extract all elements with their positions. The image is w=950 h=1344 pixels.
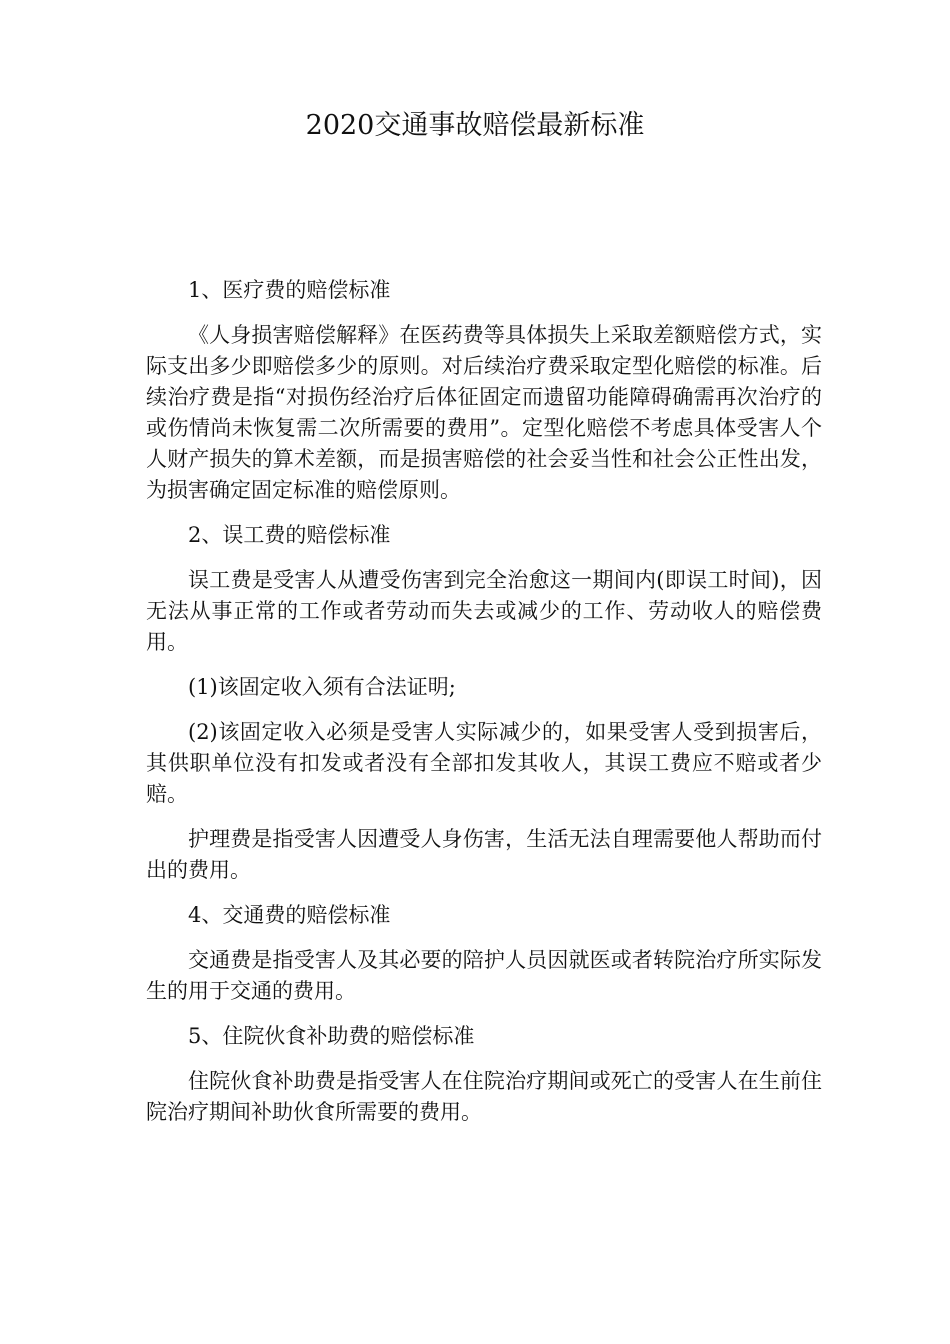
paragraph-medical: 《人身损害赔偿解释》在医药费等具体损失上采取差额赔偿方式，实际支出多少即赔偿多少的原则。对后续治疗费采取定型化赔偿的标准。后续治疗费是指“对损伤经治疗后体征固定而遗留功能障碍确需再次治疗的或伤情尚未恢复需二次所需要的费用”。定型化赔偿不考虑具体受害人个人财产损失的算术差额，而是损害赔偿的社会妥当性和社会公正性出发，为损害确定固定标准的赔偿原则。 [146,323,822,502]
section-heading-lost-wages: 2、误工费的赔偿标准 [188,523,391,547]
paragraph-transport: 交通费是指受害人及其必要的陪护人员因就医或者转院治疗所实际发生的用于交通的费用。 [146,948,822,1003]
paragraph-meal-allowance: 住院伙食补助费是指受害人在住院治疗期间或死亡的受害人在生前住院治疗期间补助伙食所需要的费用。 [146,1069,822,1124]
document-title: 2020交通事故赔偿最新标准 [305,110,645,141]
section-heading-transport: 4、交通费的赔偿标准 [188,903,391,927]
section-heading-medical: 1、医疗费的赔偿标准 [188,278,391,302]
paragraph-lost-wages: 误工费是受害人从遭受伤害到完全治愈这一期间内(即误工时间)，因无法从事正常的工作或者劳动而失去或减少的工作、劳动收人的赔偿费用。 [146,568,822,654]
document-body [146,275,822,1142]
section-heading-meal-allowance: 5、住院伙食补助费的赔偿标准 [188,1024,475,1048]
paragraph-nursing: 护理费是指受害人因遭受人身伤害，生活无法自理需要他人帮助而付出的费用。 [146,827,822,882]
paragraph-income-proof: (1)该固定收入须有合法证明; [188,675,456,699]
paragraph-income-reduction: (2)该固定收入必须是受害人实际减少的，如果受害人受到损害后，其供职单位没有扣发或者没有全部扣发其收人，其误工费应不赔或者少赔。 [146,720,822,806]
